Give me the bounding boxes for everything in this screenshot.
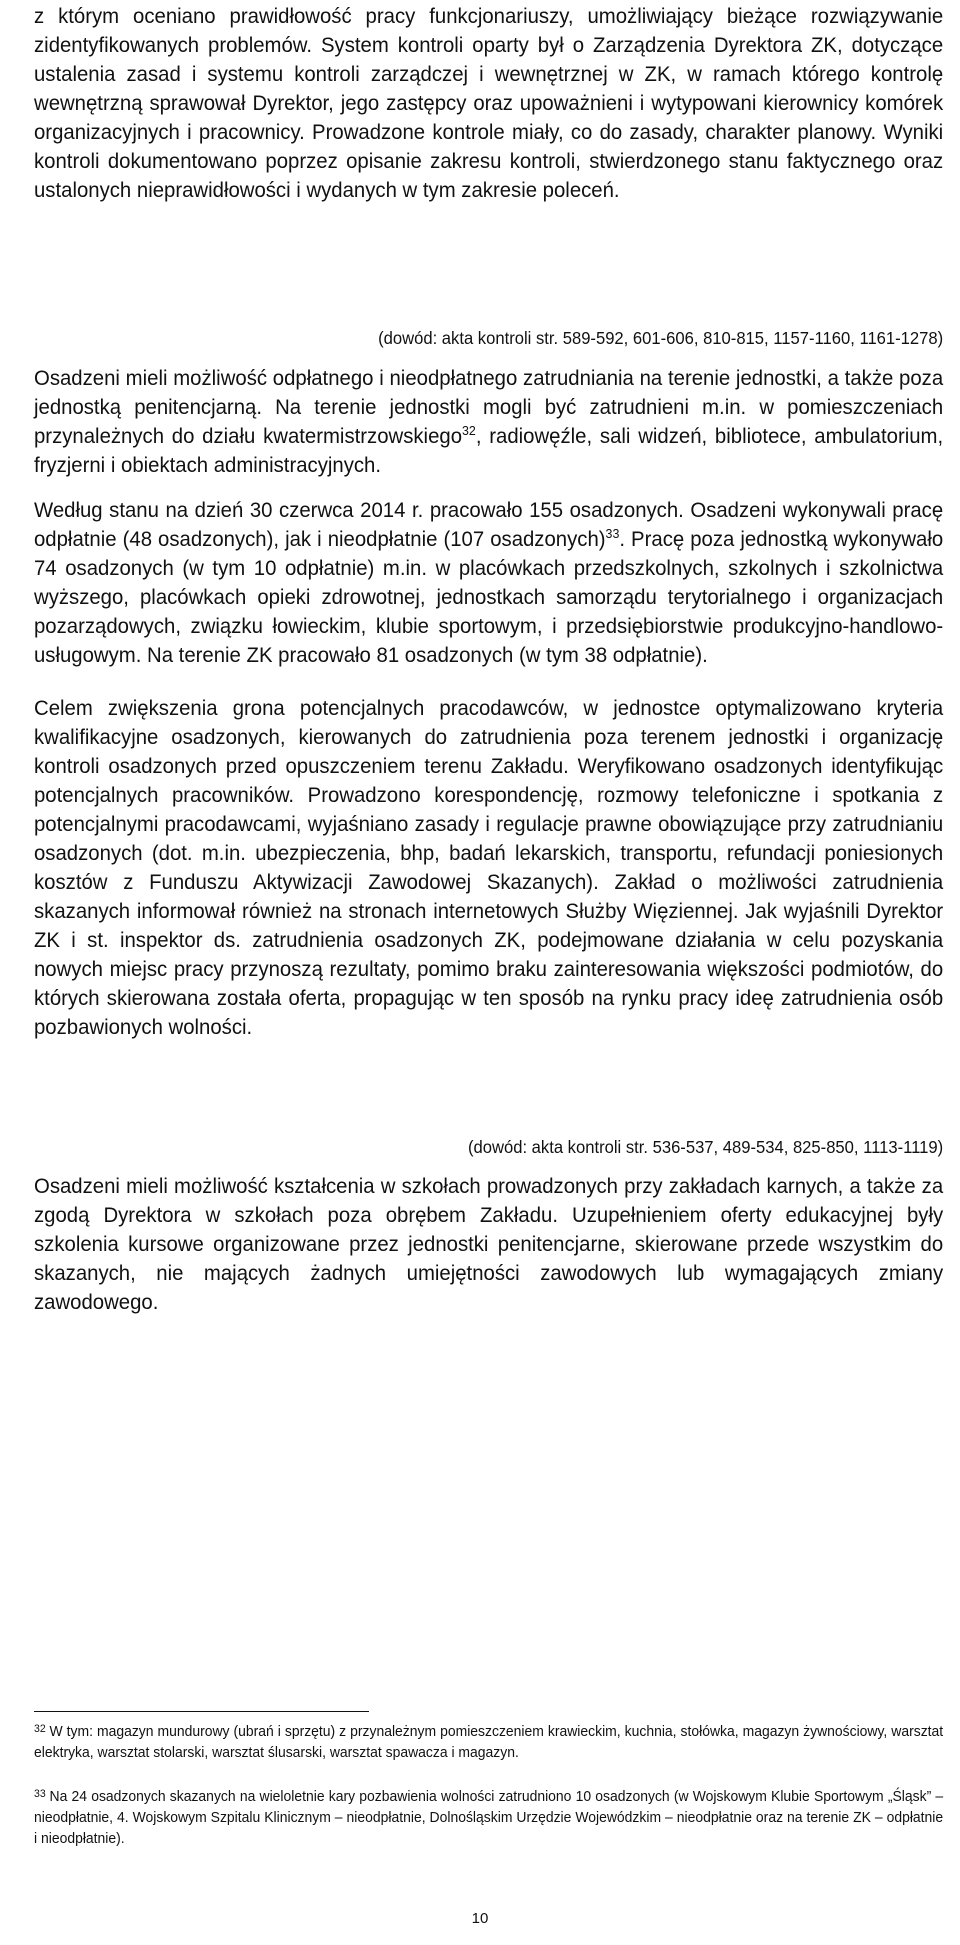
footnote-separator xyxy=(34,1711,369,1712)
paragraph-text: Osadzeni mieli możliwość odpłatnego i nieodpłatnego zatrudniania na terenie jednostki, a także poza jednostką penitencjarną. Na terenie jednostki mogli być zatrudnieni m.in. w pomieszczeniach przynależnych do działu kwatermistrzowskiego xyxy=(34,366,944,448)
footnote-ref-33: 33 xyxy=(605,526,620,541)
footnote-33 xyxy=(34,1787,943,1850)
evidence-reference-2: (dowód: akta kontroli str. 536-537, 489-534, 825-850, 1113-1119) xyxy=(467,1137,944,1157)
evidence-reference-1: (dowód: akta kontroli str. 589-592, 601-606, 810-815, 1157-1160, 1161-1278) xyxy=(378,328,944,348)
paragraph-employment-options xyxy=(34,364,943,480)
paragraph-text: Celem zwiększenia grona potencjalnych pracodawców, w jednostce optymalizowano kryteria kwalifikacyjne osadzonych, kierowanych do zatrudnienia poza terenem jednostki i organizację kontroli osadzonych przed opuszczeniem terenu Zakładu. Weryfikowano osadzonych identyfikując potencjalnych pracowników. Prowadzono korespondencję, rozmowy telefoniczne i spotkania z potencjalnymi pracodawcami, wyjaśniano zasady i regulacje prawne obowiązujące przy zatrudnianiu osadzonych (dot. m.in. ubezpieczenia, bhp, badań lekarskich, transportu, refundacji poniesionych kosztów z Funduszu Aktywizacji Zawodowej Skazanych). Zakład o możliwości zatrudnienia skazanych informował również na stronach internetowych Służby Więziennej. Jak wyjaśnili Dyrektor ZK i st. inspektor ds. zatrudnienia osadzonych ZK, podejmowane działania w celu pozyskania nowych miejsc pracy przynoszą rezultaty, pomimo braku zainteresowania większości podmiotów, do których skierowana została oferta, propagując w ten sposób na rynku pracy ideę zatrudnienia osób pozbawionych wolności. xyxy=(34,696,944,1039)
paragraph-text-cont: , radiowęźle, sali widzeń, bibliotece, ambulatorium, fryzjerni i obiektach administracyjnych. xyxy=(34,424,944,477)
paragraph-text-cont: . Pracę poza jednostką wykonywało 74 osadzonych (w tym 10 odpłatnie) m.in. w placówkach przedszkolnych, szkolnych i szkolnictwa wyższego, placówkach opieki zdrowotnej, jednostkach samorządu terytorialnego i organizacjach pozarządowych, związku łowieckim, klubie sportowym, i przedsiębiorstwie produkcyjno-handlowo-usługowym. Na terenie ZK pracowało 81 osadzonych (w tym 38 odpłatnie). xyxy=(34,527,944,667)
footnote-ref-32: 32 xyxy=(462,423,476,438)
footnote-number: 32 xyxy=(34,1723,46,1735)
paragraph-text: z którym oceniano prawidłowość pracy funkcjonariuszy, umożliwiający bieżące rozwiązywanie zidentyfikowanych problemów. System kontroli oparty był o Zarządzenia Dyrektora ZK, dotyczące ustalenia zasad i systemu kontroli zarządczej i wewnętrznej w ZK, w ramach którego kontrolę wewnętrzną sprawował Dyrektor, jego zastępcy oraz upoważnieni i wytypowani kierownicy komórek organizacyjnych i pracownicy. Prowadzone kontrole miały, co do zasady, charakter planowy. Wyniki kontroli dokumentowano poprzez opisanie zakresu kontroli, stwierdzonego stanu faktycznego oraz ustalonych nieprawidłowości i wydanych w tym zakresie poleceń. xyxy=(34,4,944,202)
paragraph-control-system xyxy=(34,2,943,205)
paragraph-education xyxy=(34,1172,943,1317)
paragraph-employment-stats xyxy=(34,496,943,670)
paragraph-employer-outreach xyxy=(34,694,943,1042)
page-number: 10 xyxy=(471,1910,489,1927)
footnote-number: 33 xyxy=(34,1788,46,1800)
footnote-32 xyxy=(34,1722,943,1764)
paragraph-text: Osadzeni mieli możliwość kształcenia w szkołach prowadzonych przy zakładach karnych, a także za zgodą Dyrektora w szkołach poza obrębem Zakładu. Uzupełnieniem oferty edukacyjnej były szkolenia kursowe organizowane przez jednostki penitencjarne, skierowane przede wszystkim do skazanych, nie mających żadnych umiejętności zawodowych lub wymagających zmiany zawodowego. xyxy=(34,1174,944,1314)
footnote-text: W tym: magazyn mundurowy (ubrań i sprzętu) z przynależnym pomieszczeniem krawieckim, kuchnia, stołówka, magazyn żywnościowy, warsztat elektryka, warsztat stolarski, warsztat ślusarski, warsztat spawacza i magazyn. xyxy=(34,1724,944,1761)
paragraph-text: Według stanu na dzień 30 czerwca 2014 r. pracowało 155 osadzonych. Osadzeni wykonywali pracę odpłatnie (48 osadzonych), jak i nieodpłatnie (107 osadzonych) xyxy=(34,498,944,551)
footnote-text: Na 24 osadzonych skazanych na wieloletnie kary pozbawienia wolności zatrudniono 10 osadzonych (w Wojskowym Klubie Sportowym „Śląsk” – nieodpłatnie, 4. Wojskowym Szpitalu Klinicznym – nieodpłatnie, Dolnośląskim Urzędzie Wojewódzkim – nieodpłatnie oraz na terenie ZK – odpłatnie i nieodpłatnie). xyxy=(34,1789,944,1847)
